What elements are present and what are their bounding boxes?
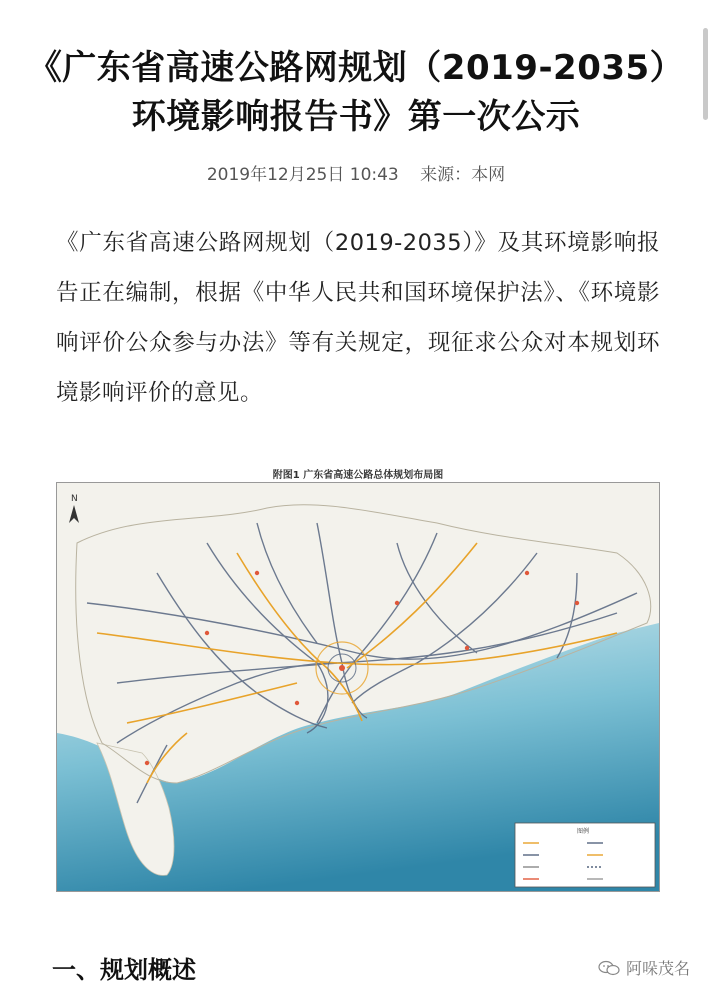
section-heading: 一、规划概述 <box>52 956 196 984</box>
map-caption: 附图1 广东省高速公路总体规划布局图 <box>272 470 444 481</box>
publish-date: 2019年12月25日 10:43 <box>206 165 399 185</box>
source-label: 来源：本网 <box>420 165 506 185</box>
article-meta <box>0 160 712 185</box>
svg-text:N: N <box>71 494 78 504</box>
intro-paragraph: 《广东省高速公路网规划（2019-2035）》及其环境影响报告正在编制，根据《中华人民共和国环境保护法》、《环境影响评价公众参与办法》等有关规定，现征求公众对本规划环境影响评价的意见。 <box>56 230 660 406</box>
map-graphic <box>57 483 659 891</box>
wechat-icon <box>598 960 620 976</box>
title-line-2: 环境影响报告书》第一次公示 <box>131 97 581 137</box>
watermark-text: 阿哚茂名 <box>625 959 690 978</box>
highway-map-image[interactable] <box>56 482 660 892</box>
page-title <box>0 44 712 142</box>
watermark <box>598 956 690 979</box>
title-line-1: 《广东省高速公路网规划（2019-2035） <box>27 48 685 88</box>
map-legend <box>515 823 655 887</box>
svg-text:图例: 图例 <box>577 828 590 835</box>
